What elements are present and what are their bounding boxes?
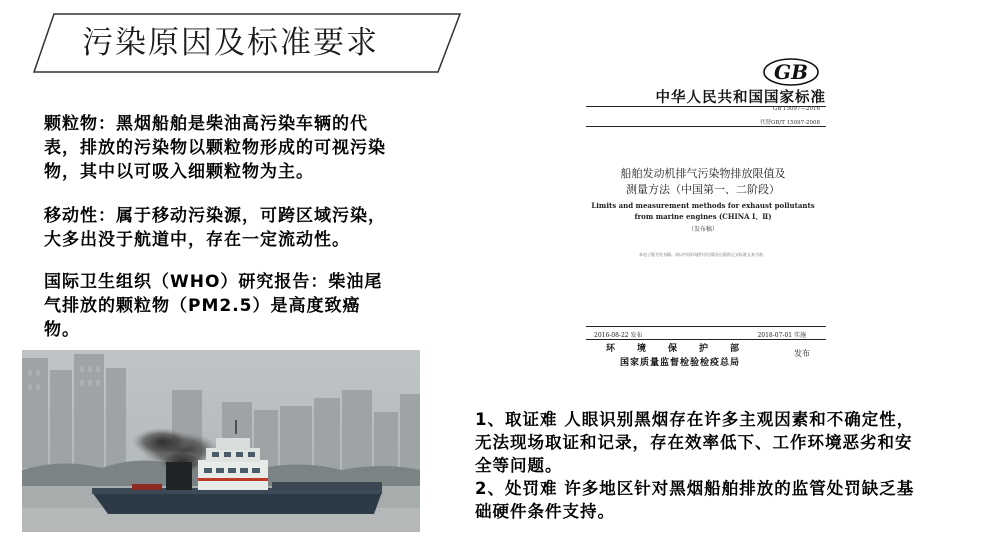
- page-title: 污染原因及标准要求: [82, 25, 379, 61]
- doc-title-en: [580, 200, 826, 222]
- problem-penalty: 2、处罚难 许多地区针对黑烟船舶排放的监管处罚缺乏基础硬件条件支持。: [475, 479, 915, 521]
- gb-logo-text: GB: [774, 60, 808, 84]
- doc-title-cn-line-1: 船舶发动机排气污染物排放限值及: [620, 167, 786, 180]
- doc-title-cn-line-2: 测量方法（中国第一、二阶段）: [626, 183, 780, 196]
- black-smoke-ship-photo: [22, 350, 420, 532]
- paragraph-mobility: 移动性：属于移动污染源，可跨区域污染，大多出没于航道中，存在一定流动性。: [44, 206, 386, 250]
- doc-standard-code: GB 15097—2016: [772, 106, 820, 112]
- doc-issuer-1: 环境保护部: [606, 344, 762, 354]
- doc-publish-label: 发布: [794, 349, 810, 358]
- paragraph-who-report: 国际卫生组织（WHO）研究报告：柴油尾气排放的颗粒物（PM2.5）是高度致癌物。: [44, 272, 383, 340]
- problem-evidence: 1、取证难 人眼识别黑烟存在许多主观因素和不确定性，无法现场取证和记录，存在效率低下、工作环境恶劣和安全等问题。: [475, 410, 915, 475]
- doc-title-en-line-2: from marine engines (CHINA Ⅰ、Ⅱ): [634, 212, 772, 221]
- doc-title-cn: [580, 166, 826, 198]
- standard-document-cover: [560, 30, 846, 375]
- title-banner: [32, 12, 462, 74]
- doc-country-heading: 中华人民共和国国家标准: [655, 89, 826, 106]
- problems-list: [475, 408, 925, 523]
- doc-issuer-2: 国家质量监督检验检疫总局: [620, 358, 741, 368]
- gb-logo-icon: [763, 58, 819, 86]
- doc-second-rule: [586, 126, 826, 127]
- doc-implement-date: 2018-07-01 实施: [757, 332, 806, 339]
- doc-issue-date: 2016-08-22 发布: [594, 332, 643, 339]
- doc-title-en-line-1: Limits and measurement methods for exhaust pollutants: [591, 201, 815, 210]
- doc-bottom-rule: [586, 326, 826, 327]
- doc-replaces: 代替GB/T 15097-2008: [759, 120, 820, 126]
- doc-version: （发布稿）: [687, 226, 718, 233]
- paragraph-particulates: 颗粒物：黑烟船舶是柴油高污染车辆的代表，排放的污染物以颗粒物形成的可视污染物，其中以可吸入细颗粒物为主。: [44, 114, 386, 182]
- doc-note: 本电子版为发布稿。请以中国环境科学出版社出版的正式标准文本为准。: [639, 252, 767, 257]
- doc-date-rule: [586, 339, 826, 340]
